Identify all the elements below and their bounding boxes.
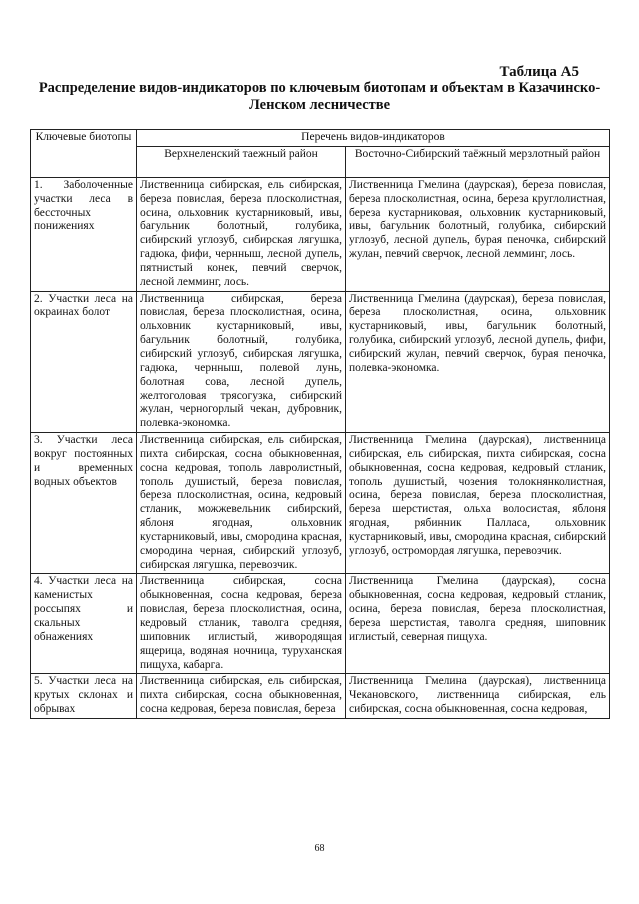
- header-species-list: Перечень видов-индикаторов: [137, 130, 610, 147]
- biotope-cell: 4. Участки леса на каменистых россыпях и скальных обнажениях: [31, 574, 137, 674]
- table-label: Таблица А5: [499, 64, 579, 80]
- biotope-cell: 3. Участки леса вокруг постоянных и временных водных объектов: [31, 433, 137, 574]
- header-biotopes: Ключевые биотопы: [31, 130, 137, 178]
- district-2-species-cell: Лиственница Гмелина (даурская), лиственница сибирская, ель сибирская, пихта сибирская, сосна обыкновенная, сосна кедровая, кедровый стланик, тополь душистый, чозения толокнянколистная, осина, береза повислая, береза плосколистная, береза шерстистая, ольха волосистая, яблоня ягодная, рябинник Палласа, ольховник кустарниковый, ивы, смородина красная, сибирский углозуб, остромордая лягушка, перевозчик.: [346, 433, 610, 574]
- district-1-species-cell: Лиственница сибирская, ель сибирская, пихта сибирская, сосна обыкновенная, сосна кедровая, береза повислая, береза: [137, 674, 346, 719]
- table-row: [31, 674, 610, 719]
- table-row: [31, 433, 610, 574]
- table-row: [31, 574, 610, 674]
- district-1-species-cell: Лиственница сибирская, береза повислая, береза плосколистная, осина, ольховник кустарниковый, ивы, багульник болотный, голубика, сибирский углозуб, сибирская лягушка, гадюка, чернныш, полевой лунь, болотная сова, лесной дупель, желтоголовая трясогузка, сибирский жулан, черногорлый чекан, дубровник, полевка-экономка.: [137, 291, 346, 432]
- district-2-species-cell: Лиственница Гмелина (даурская), сосна обыкновенная, сосна кедровая, кедровый стланик, осина, береза повислая, береза плосколистная, береза шерстистая, таволга средняя, шиповник иглистый, северная пищуха.: [346, 574, 610, 674]
- district-1-species-cell: Лиственница сибирская, сосна обыкновенная, сосна кедровая, береза повислая, береза плосколистная, осина, кедровый стланик, таволга средняя, шиповник иглистый, живородящая ящерица, водяная ночница, туруханская пищуха, кабарга.: [137, 574, 346, 674]
- page-title: Распределение видов-индикаторов по ключевым биотопам и объектам в Казачинско-Ленском лесничестве: [38, 80, 601, 113]
- district-2-species-cell: Лиственница Гмелина (даурская), лиственница Чекановского, лиственница сибирская, ель сибирская, сосна обыкновенная, сосна кедровая,: [346, 674, 610, 719]
- biotope-cell: 5. Участки леса на крутых склонах и обрывах: [31, 674, 137, 719]
- species-indicator-table: [30, 129, 610, 719]
- page-number: 68: [314, 843, 325, 854]
- table-row: [31, 291, 610, 432]
- district-2-species-cell: Лиственница Гмелина (даурская), береза повислая, береза плосколистная, осина, ольховник кустарниковый, ивы, багульник болотный, голубика, сибирский углозуб, лесной дупель, фифи, сибирский жулан, певчий сверчок, бурая пеночка, полевка-экономка.: [346, 291, 610, 432]
- header-district-east-siberian: Восточно-Сибирский таёжный мерзлотный район: [346, 146, 610, 177]
- biotope-cell: 1. Заболоченные участки леса в бессточных понижениях: [31, 177, 137, 291]
- district-2-species-cell: Лиственница Гмелина (даурская), береза повислая, береза плосколистная, осина, береза круглолистная, береза кустарниковая, ольховник кустарниковый, ивы, багульник болотный, голубика, сибирский углозуб, лесной дупель, бурая пеночка, сибирский жулан, певчий сверчок, лесной лемминг, лось.: [346, 177, 610, 291]
- header-district-upper-lena: Верхнеленский таежный район: [137, 146, 346, 177]
- biotope-cell: 2. Участки леса на окраинах болот: [31, 291, 137, 432]
- table-row: [31, 177, 610, 291]
- district-1-species-cell: Лиственница сибирская, ель сибирская, пихта сибирская, сосна обыкновенная, сосна кедровая, тополь лавролистный, тополь душистый, береза повислая, береза плосколистная, осина, кедровый стланик, можжевельник сибирский, яблоня ягодная, ольховник кустарниковый, ивы, смородина красная, смородина черная, сибирский углозуб, сибирская лягушка, перевозчик.: [137, 433, 346, 574]
- table-header-row: [31, 130, 610, 147]
- district-1-species-cell: Лиственница сибирская, ель сибирская, береза повислая, береза плосколистная, осина, ольховник кустарниковый, ивы, багульник болотный, голубика, сибирский углозуб, сибирская лягушка, гадюка, фифи, чернныш, лесной дупель, пятнистый конек, певчий сверчок, лесной лемминг, лось.: [137, 177, 346, 291]
